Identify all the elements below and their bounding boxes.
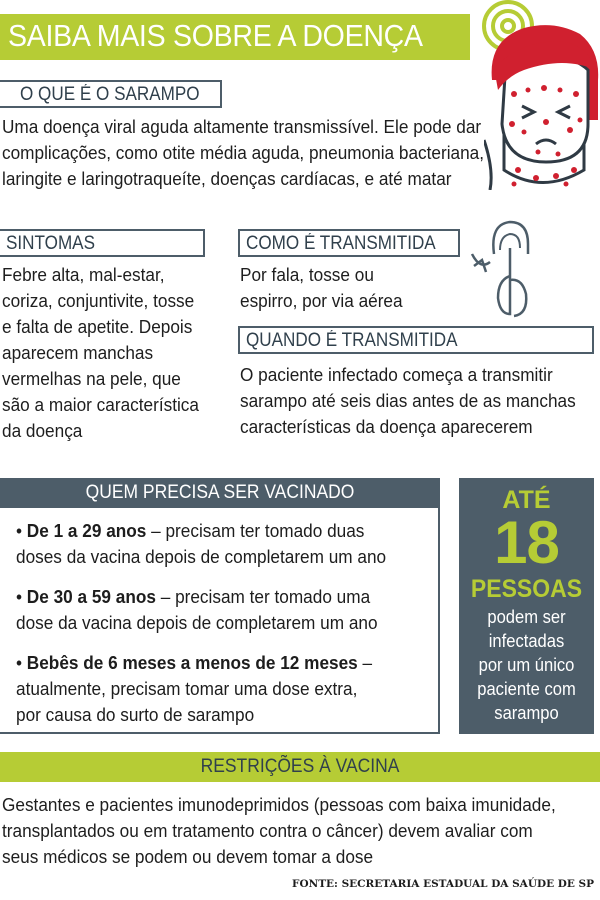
- vaccination-item-text: doses da vacina depois de completarem um ano: [16, 546, 387, 567]
- vaccination-item-text: –: [357, 652, 373, 673]
- what-is-line: Uma doença viral aguda altamente transmissível. Ele pode dar: [2, 116, 482, 137]
- when-transmitted-text: [240, 362, 576, 440]
- vaccination-item-text: por causa do surto de sarampo: [16, 704, 255, 725]
- vaccination-item-age: De 30 a 59 anos: [26, 586, 156, 607]
- symptoms-line: aparecem manchas: [2, 342, 154, 363]
- restrictions-line: seus médicos se podem ou devem tomar a dose: [2, 846, 374, 867]
- vaccination-header: [0, 478, 440, 508]
- symptoms-line: e falta de apetite. Depois: [2, 316, 193, 337]
- when-transmitted-label-box: [238, 326, 594, 354]
- what-is-line: complicações, como otite média aguda, pneumonia bacteriana,: [2, 142, 485, 163]
- how-transmitted-label-box: [238, 229, 460, 257]
- when-transmitted-label: QUANDO É TRANSMITIDA: [246, 330, 458, 351]
- vaccination-item-text: – precisam ter tomado uma: [155, 586, 371, 607]
- vaccination-item: • De 1 a 29 anos – precisam ter tomado duas doses da vacina depois de completarem um ano: [16, 518, 386, 570]
- vaccination-item: • Bebês de 6 meses a menos de 12 meses – atualmente, precisam tomar uma dose extra, por causa do surto de sarampo: [16, 650, 372, 728]
- vaccination-item-age: De 1 a 29 anos: [26, 520, 147, 541]
- vaccination-header-text: QUEM PRECISA SER VACINADO: [85, 482, 355, 503]
- stat-unit: PESSOAS: [470, 575, 583, 603]
- symptoms-line: da doença: [2, 420, 83, 441]
- vaccination-item-age: Bebês de 6 meses a menos de 12 meses: [26, 652, 358, 673]
- symptoms-line: são a maior característica: [2, 394, 199, 415]
- stat-line: podem ser: [487, 607, 566, 627]
- respiratory-system-icon: [470, 214, 530, 324]
- page-title: SAIBA MAIS SOBRE A DOENÇA: [8, 18, 423, 53]
- measles-girl-illustration: [484, 20, 600, 190]
- when-transmitted-line: sarampo até seis dias antes de as manchas: [240, 390, 576, 411]
- vaccination-item-text: – precisam ter tomado duas: [146, 520, 365, 541]
- vaccination-item: • De 30 a 59 anos – precisam ter tomado uma dose da vacina depois de completarem um ano: [16, 584, 378, 636]
- stat-line: paciente com: [477, 679, 576, 699]
- symptoms-line: coriza, conjuntivite, tosse: [2, 290, 195, 311]
- vaccination-item-text: dose da vacina depois de completarem um ano: [16, 612, 378, 633]
- symptoms-line: vermelhas na pele, que: [2, 368, 181, 389]
- stat-line: infectadas: [488, 631, 565, 651]
- what-is-label: O QUE É O SARAMPO: [20, 84, 200, 105]
- symptoms-text: [2, 262, 199, 444]
- stat-line: sarampo: [494, 703, 559, 723]
- symptoms-line: Febre alta, mal-estar,: [2, 264, 165, 285]
- how-transmitted-text: [240, 262, 403, 314]
- what-is-label-box: [0, 80, 222, 108]
- title-banner: [0, 14, 470, 60]
- when-transmitted-line: características da doença aparecerem: [240, 416, 533, 437]
- stat-prefix: ATÉ: [502, 486, 551, 514]
- source-credit: FONTE: SECRETARIA ESTADUAL DA SAÚDE DE SP: [292, 878, 594, 890]
- restrictions-header: [0, 752, 600, 782]
- infection-stat-box: [459, 478, 594, 734]
- restrictions-line: transplantados ou em tratamento contra o câncer) devem avaliar com: [2, 820, 533, 841]
- when-transmitted-line: O paciente infectado começa a transmitir: [240, 364, 553, 385]
- how-transmitted-line: espirro, por via aérea: [240, 290, 403, 311]
- restrictions-header-text: RESTRIÇÕES À VACINA: [200, 756, 400, 777]
- stat-line: por um único: [478, 655, 575, 675]
- symptoms-label-box: [0, 229, 205, 257]
- restrictions-text: [2, 792, 556, 870]
- restrictions-line: Gestantes e pacientes imunodeprimidos (pessoas com baixa imunidade,: [2, 794, 556, 815]
- symptoms-label: SINTOMAS: [6, 233, 96, 254]
- how-transmitted-line: Por fala, tosse ou: [240, 264, 374, 285]
- stat-number: 18: [494, 509, 559, 576]
- what-is-line: laringite e laringotraqueíte, doenças cardíacas, e até matar: [2, 168, 452, 189]
- vaccination-item-text: atualmente, precisam tomar uma dose extra,: [16, 678, 358, 699]
- what-is-text: [2, 114, 484, 192]
- stat-description: [464, 605, 588, 725]
- how-transmitted-label: COMO É TRANSMITIDA: [246, 233, 436, 254]
